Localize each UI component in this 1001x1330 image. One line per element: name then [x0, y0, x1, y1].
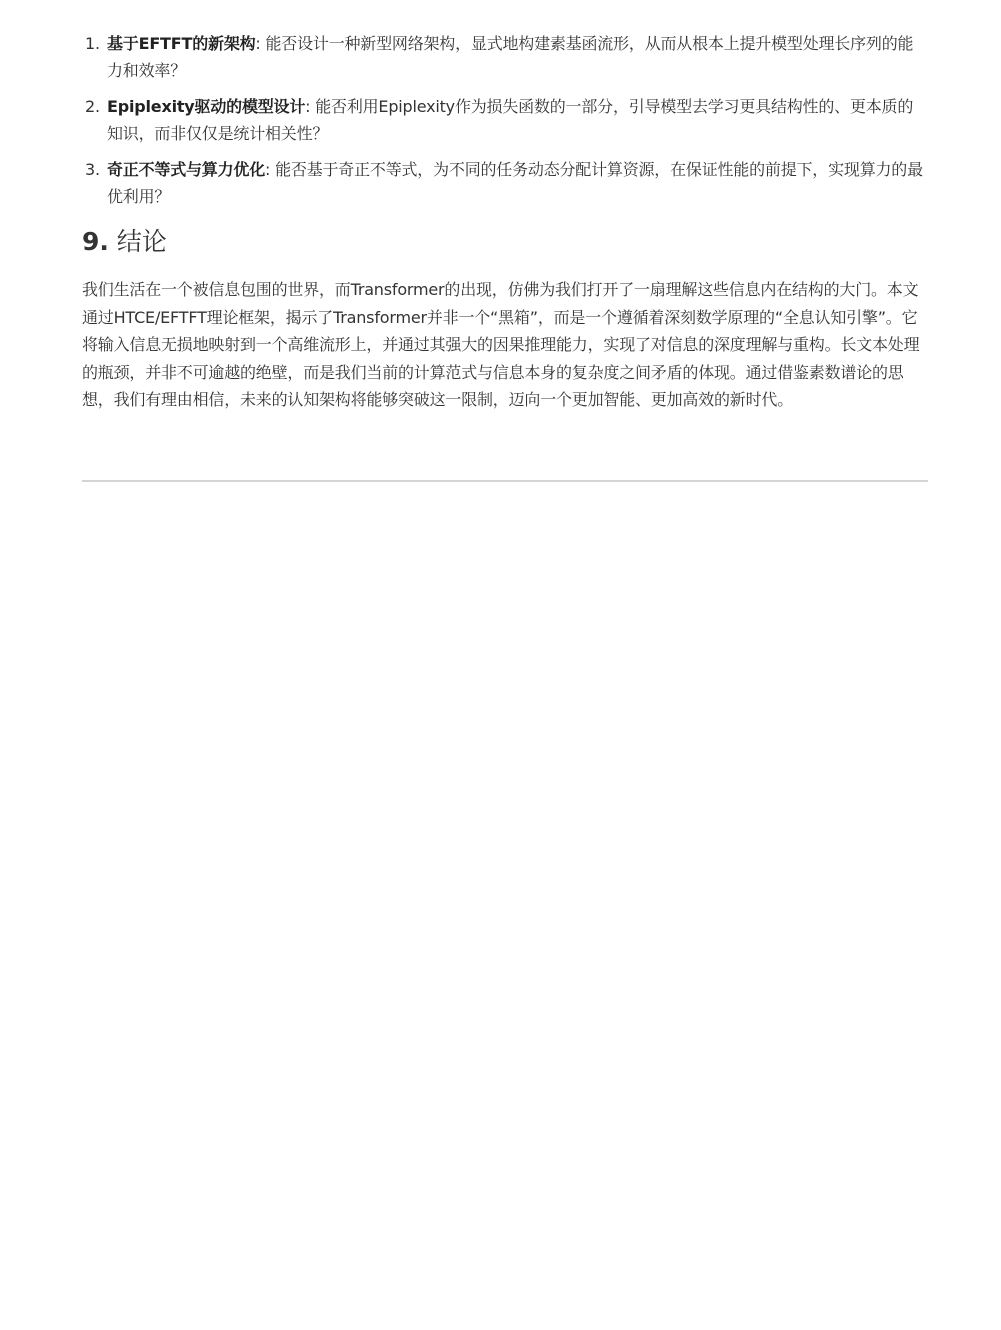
section-title: 结论	[116, 227, 167, 256]
document-content	[82, 30, 928, 414]
list-item-number: 1.	[85, 34, 100, 53]
list-item-body: 能否设计一种新型网络架构，显式地构建素基函流形，从而从根本上提升模型处理长序列的能力和效率？	[107, 34, 914, 80]
list-item	[85, 93, 928, 147]
section-heading	[82, 226, 928, 258]
list-item	[85, 30, 928, 84]
research-questions-list	[82, 30, 928, 210]
list-item-number: 3.	[85, 160, 100, 179]
list-item-body: 能否利用Epiplexity作为损失函数的一部分，引导模型去学习更具结构性的、更本质的知识，而非仅仅是统计相关性？	[107, 97, 914, 143]
list-item-title: Epiplexity驱动的模型设计	[107, 97, 306, 116]
list-item-number: 2.	[85, 97, 100, 116]
list-item	[85, 156, 928, 210]
list-item-separator: :	[265, 160, 276, 179]
list-item-separator: :	[305, 97, 316, 116]
section-number: 9.	[82, 227, 109, 256]
list-item-separator: :	[255, 34, 266, 53]
list-item-title: 奇正不等式与算力优化	[107, 160, 266, 179]
list-item-title: 基于EFTFT的新架构	[107, 34, 256, 53]
conclusion-paragraph: 我们生活在一个被信息包围的世界，而Transformer的出现，仿佛为我们打开了一扇理解这些信息内在结构的大门。本文通过HTCE/EFTFT理论框架，揭示了Transformer并非一个“黑箱”，而是一个遵循着深刻数学原理的“全息认知引擎”。它将输入信息无损地映射到一个高维流形上，并通过其强大的因果推理能力，实现了对信息的深度理解与重构。长文本处理的瓶颈，并非不可逾越的绝壁，而是我们当前的计算范式与信息本身的复杂度之间矛盾的体现。通过借鉴素数谱论的思想，我们有理由相信，未来的认知架构将能够突破这一限制，迈向一个更加智能、更加高效的新时代。	[82, 280, 920, 409]
horizontal-divider	[82, 480, 928, 482]
list-item-body: 能否基于奇正不等式，为不同的任务动态分配计算资源，在保证性能的前提下，实现算力的最优利用？	[107, 160, 923, 206]
